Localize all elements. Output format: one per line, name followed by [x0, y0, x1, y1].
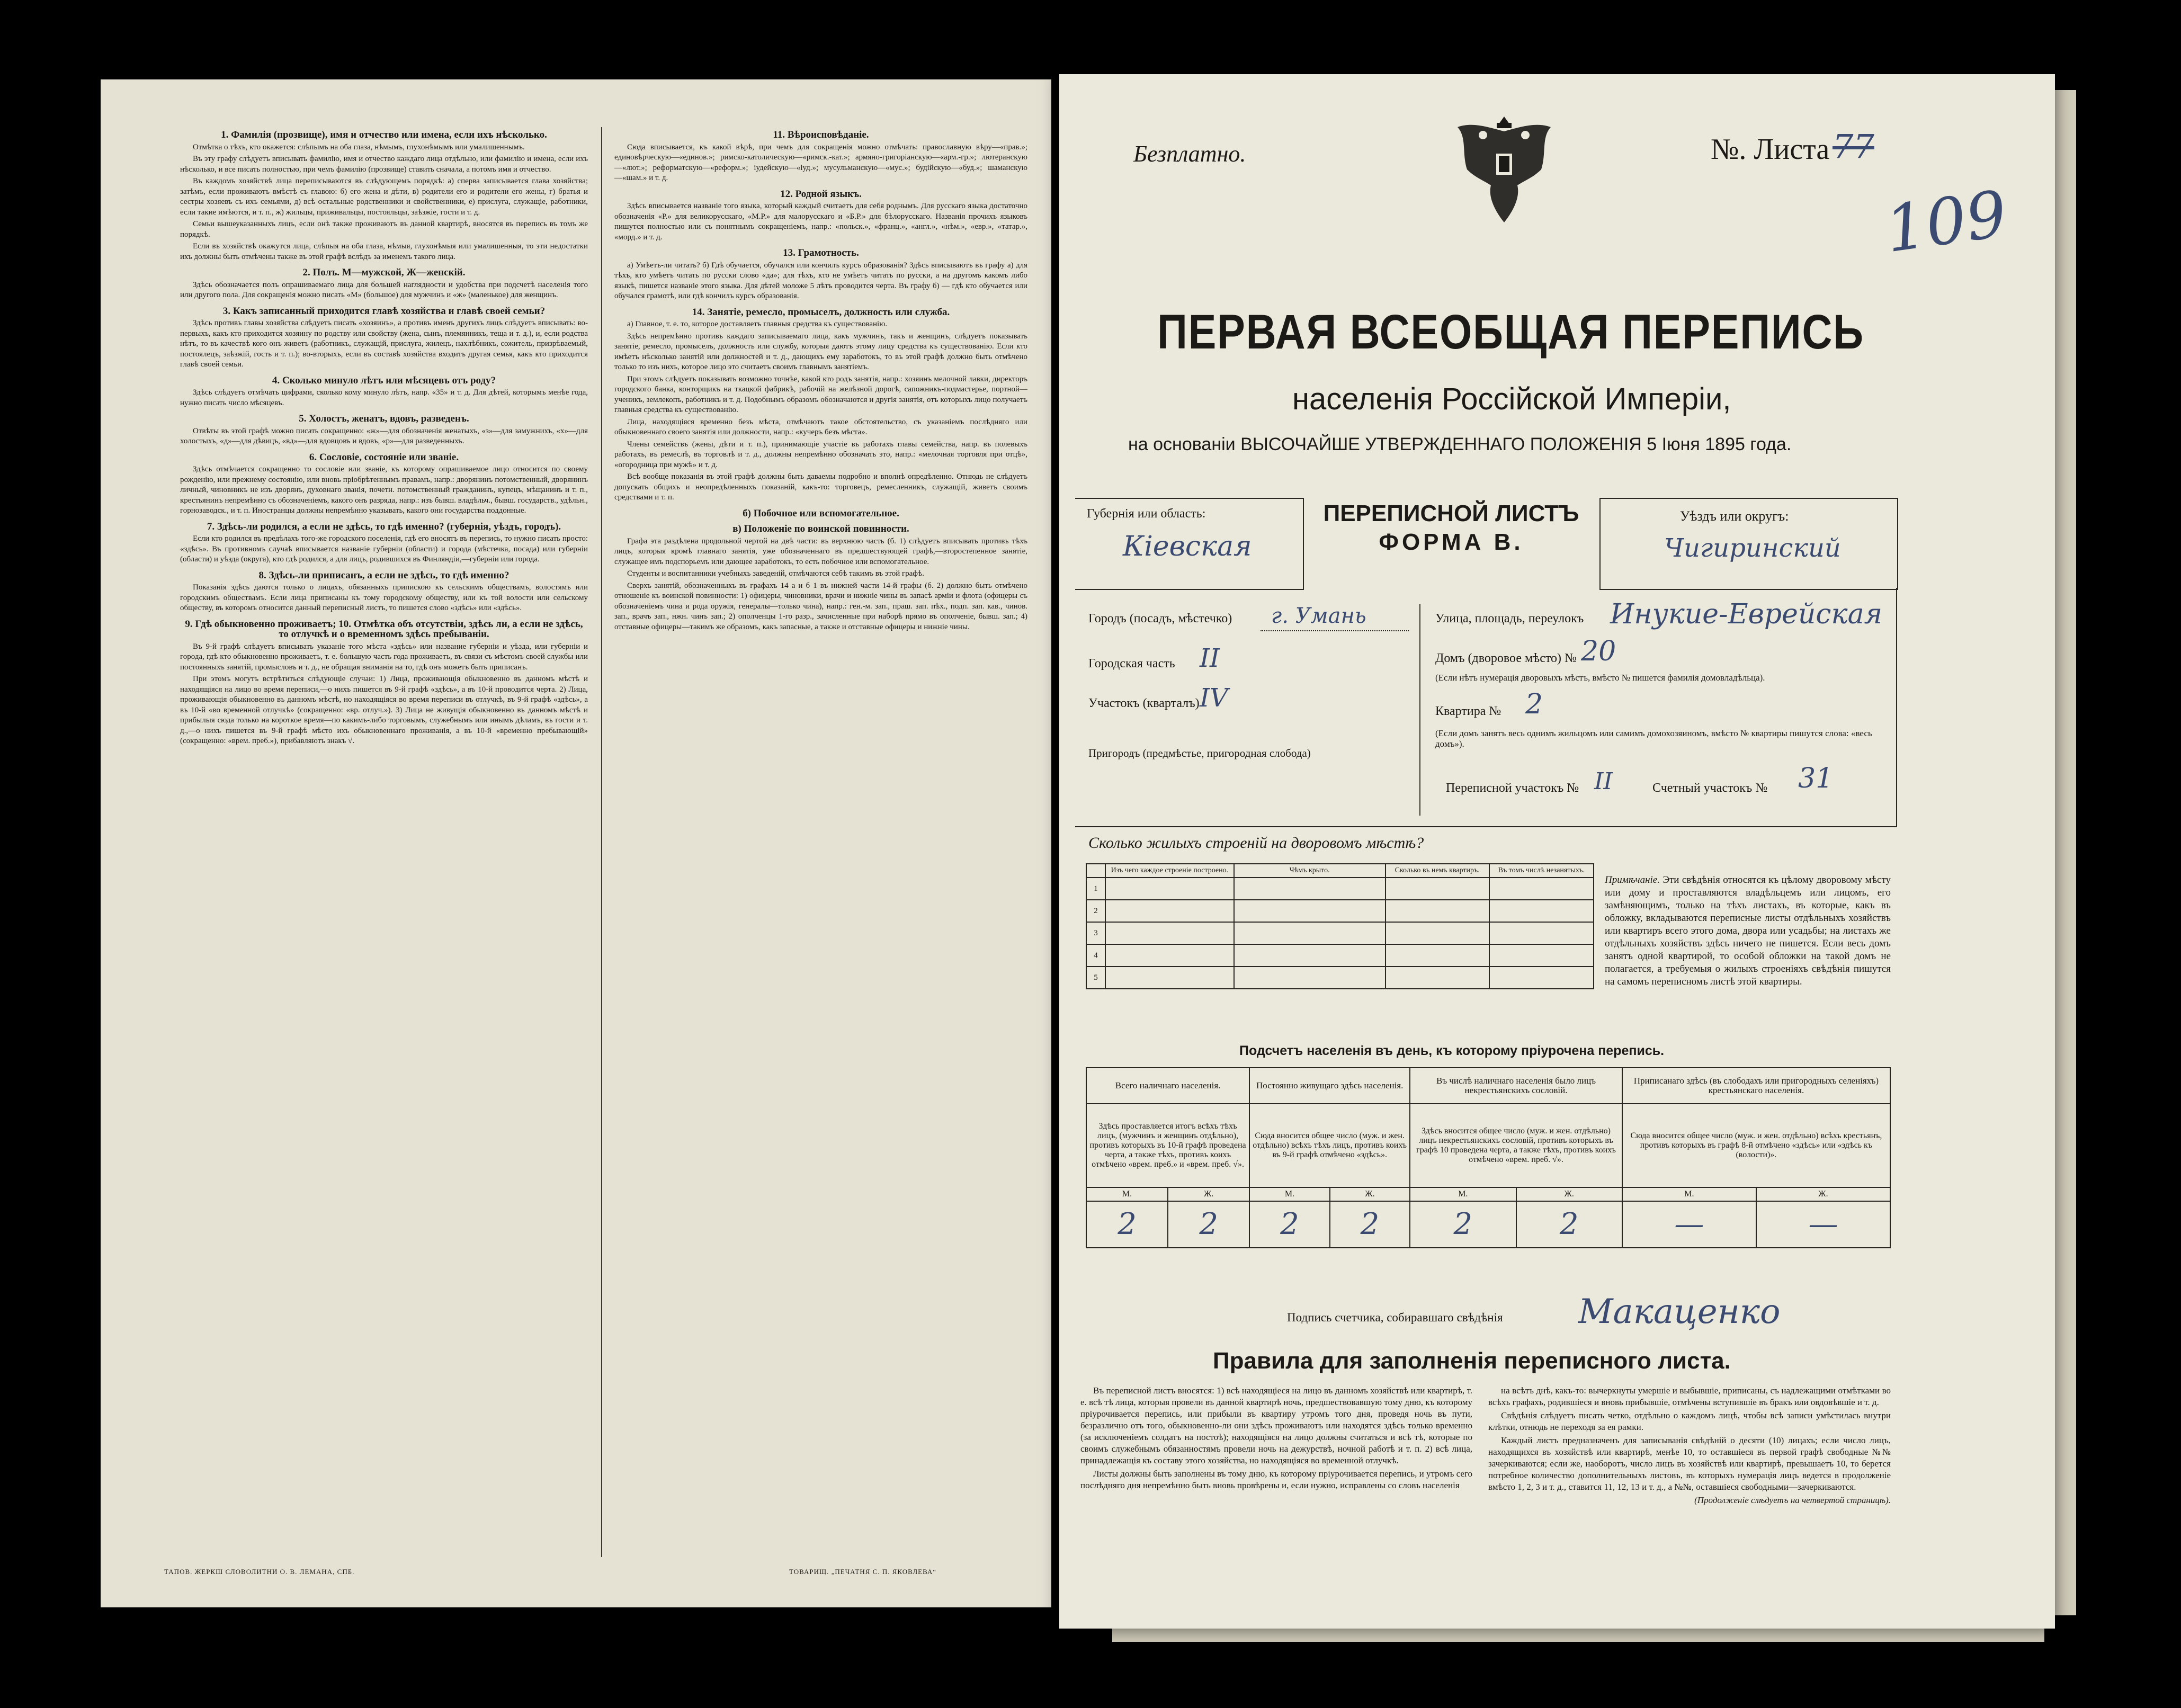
instruction-paragraph: Всѣ вообще показанія въ этой графѣ должны быть даваемы подробно и вполнѣ опредѣленно. Отнюдь не слѣдуетъ допускать общихъ и неопредѣленныхъ показаній, какъ-то: торговецъ, ремесленникъ, служащій, живетъ своимъ средствами и т. п. — [614, 472, 1027, 502]
instruction-paragraph: Члены семействъ (жены, дѣти и т. п.), принимающіе участіе въ работахъ главы семейства, напр. въ полевыхъ работахъ, въ ремеслѣ, въ торговлѣ и т. д., должны непремѣнно обозначать это, напр.: «мелочная торговля при отцѣ», «огородница при мужѣ» и т. д. — [614, 440, 1027, 469]
address-divider — [1419, 604, 1420, 816]
instruction-heading: 5. Холостъ, женатъ, вдовъ, разведенъ. — [299, 413, 469, 424]
count-value-handwritten: 2 — [1516, 1201, 1622, 1248]
instruction-paragraph: Сверхъ занятій, обозначенныхъ въ графахъ 14 а и б 1 въ нижней части 14-й графы (б. 2) должно быть отмѣчено отношеніе къ воинской повинности: 1) офицеры, чиновники, врачи и нижніе чины въ запасѣ арміи и флота (офицеры съ обозначеніемъ чина и рода оружія, генералы—только чина), напр.: ген.-м. зап., праш. зап. пѣх., подп. зап. кав., чинов. зап., врачъ зап., нжн. чинъ зап.; 2) ополченцы 1-го разр., зачисленные при наборѣ прямо въ ополченіе, бывш. зап.; 4) отставные офицеры—такимъ же образомъ, какъ запасные, а также и отставные офицеры и нижніе чины. — [614, 581, 1027, 631]
count-value-handwritten: 2 — [1086, 1201, 1168, 1248]
instruction-paragraph: Если въ хозяйствѣ окажутся лица, слѣпыя на оба глаза, нѣмыя, глухонѣмыя или умалишенныя, то эти недостатки ихъ должны быть отмѣчены также въ этой графѣ вслѣдъ за именемъ такого лица. — [180, 242, 588, 261]
instruction-heading: 9. Гдѣ обыкновенно проживаетъ; 10. Отмѣтка объ отсутствіи, здѣсь ли, а если не здѣсь, то отлучкѣ и о временномъ здѣсь пребываніи. — [185, 618, 583, 640]
city-label: Городъ (посадъ, мѣстечко) — [1088, 612, 1232, 625]
count-description-cell: Здѣсь проставляется итогъ всѣхъ тѣхъ лицъ, (мужчинъ и женщинъ отдѣльно), противъ которыхъ въ 10-й графѣ проведена черта, а также тѣхъ, противъ коихъ отмѣчено «врем. преб.» и «врем. преб. √». — [1086, 1104, 1249, 1187]
female-label: Ж. — [1756, 1187, 1890, 1201]
instruction-paragraph: Здѣсь обозначается полъ опрашиваемаго лица для большей наглядности и удобства при подсчетѣ населенія того или другого пола. Для сокращенія можно писать «М» (большое) для мужчинъ и «ж» (маленькое) для женщинъ. — [180, 280, 588, 299]
rule-paragraph: (Продолженіе слѣдуетъ на четвертой страницѣ). — [1694, 1495, 1891, 1505]
instruction-heading: б) Побочное или вспомогательное. — [743, 507, 899, 519]
buildings-row — [1086, 967, 1594, 989]
house-handwritten: 20 — [1581, 636, 1616, 667]
count-header-cell: Постоянно живущаго здѣсь населенія. — [1249, 1068, 1410, 1104]
count-district-handwritten: 31 — [1798, 763, 1834, 794]
imperial-eagle-emblem-icon — [1451, 106, 1557, 228]
street-label: Улица, площадь, переулокъ — [1435, 612, 1584, 625]
buildings-row-number: 5 — [1086, 967, 1105, 989]
instruction-paragraph: Отвѣты въ этой графѣ можно писать сокращенно: «ж»—для обозначенія женатыхъ, «з»—для замужнихъ, «х»—для холостыхъ, «д»—для дѣвицъ, «вд»—для вдовцовъ и вдовъ, «р»—для разведенныхъ. — [180, 426, 588, 445]
guberniya-box — [1075, 498, 1304, 590]
buildings-empty-cell — [1489, 900, 1594, 922]
form-subtitle: населенія Россійской Имперіи, — [1292, 382, 1731, 416]
rules-column-2 — [1488, 1385, 1891, 1607]
count-value-handwritten: 2 — [1410, 1201, 1516, 1248]
instruction-paragraph: Показанія здѣсь даются только о лицахъ, обязанныхъ припискою къ сельскимъ обществамъ, волостямъ или городскимъ обществамъ. Если лица приписаны къ тому городскому обществу, или къ той волости или сельскому обществу, въ которомъ относится данный переписный листъ, то пишется слово «здѣсь» или «здѣсь». — [180, 583, 588, 612]
rules-column-1 — [1080, 1385, 1472, 1607]
apartment-handwritten: 2 — [1525, 688, 1543, 720]
count-value-handwritten: — — [1756, 1201, 1890, 1248]
instruction-paragraph: Здѣсь слѣдуетъ отмѣчать цифрами, сколько кому минуло лѣтъ, напр. «35» и т. д. Для дѣтей, которымъ менѣе года, нужно писать число мѣсяцевъ. — [180, 388, 588, 407]
buildings-empty-cell — [1386, 922, 1489, 944]
instruction-heading: 1. Фамилія (прозвище), имя и отчество или имена, если ихъ нѣсколько. — [221, 129, 547, 140]
note-title: Примѣчаніе. — [1605, 874, 1660, 886]
sheet-number-handwritten: 77 — [1833, 127, 1874, 166]
rule-paragraph: Свѣдѣнія слѣдуетъ писать четко, отдѣльно о каждомъ лицѣ, чтобы всѣ записи умѣстилась внутри клѣтки, отнюдь не переходя за ея рамки. — [1488, 1410, 1891, 1432]
note-text: Эти свѣдѣнія относятся къ цѣлому дворовому мѣсту или дому и проставляются владѣльцемъ или лицомъ, его замѣняющимъ, только на тѣхъ листахъ, въ которые, какъ въ обложку, вкладываются переписные листы отдѣльныхъ хозяйствъ или квартиръ всего этого дома, двора или усадьбы; на листахъ же отдѣльныхъ хозяйствъ здѣсь ничего не пишется. Если весь домъ занятъ одной квартирой, то особой обложки на такой домъ не полагается, а требуемыя о жилыхъ строеніяхъ свѣдѣнія пишутся на самомъ переписномъ листѣ этой квартиры. — [1605, 874, 1891, 987]
part-label: Городская часть — [1088, 657, 1175, 670]
male-label: М. — [1622, 1187, 1756, 1201]
buildings-empty-cell — [1105, 944, 1234, 967]
column-divider — [601, 127, 602, 1557]
buildings-row-number: 2 — [1086, 900, 1105, 922]
buildings-row — [1086, 944, 1594, 967]
buildings-empty-cell — [1489, 967, 1594, 989]
buildings-empty-cell — [1234, 944, 1386, 967]
sheet-number-label: №. Листа — [1711, 133, 1830, 166]
female-label: Ж. — [1516, 1187, 1622, 1201]
instruction-paragraph: Лица, находящіяся временно безъ мѣста, отмѣчаютъ такое обстоятельство, съ указаніемъ послѣдняго или обыкновеннаго своего занятія или должности, напр.: «кучеръ безъ мѣста». — [614, 417, 1027, 436]
instruction-heading: 4. Сколько минуло лѣтъ или мѣсяцевъ отъ роду? — [272, 374, 496, 386]
instruction-paragraph: Здѣсь непремѣнно противъ каждаго записываемаго лица, какъ мужчинъ, такъ и женщинъ, слѣдуетъ показывать занятіе, ремесло, промыселъ, должность или службу, которыя даютъ этому лицу средства къ существованію. Если кто имѣетъ нѣсколько занятій или должностей и т. д., дающихъ ему заработокъ, то въ этой графѣ должно быть отмѣчено только то изъ нихъ, которое лицо это считаетъ своимъ главнымъ занятіемъ. — [614, 332, 1027, 371]
buildings-title: Сколько жилыхъ строеній на дворовомъ мѣстѣ? — [1088, 834, 1424, 852]
printer-imprint-left: ТАПОВ. ЖЕРКШ СЛОВОЛИТНИ О. В. ЛЕМАНА, СПБ. — [164, 1568, 355, 1576]
buildings-row — [1086, 900, 1594, 922]
instruction-heading: 13. Грамотность. — [783, 247, 859, 258]
rule-paragraph: Листы должны быть заполнены въ тому дню, къ которому пріурочивается перепись, и утромъ сего послѣдняго дня непремѣнно быть вновь провѣрены и, если нужно, исправлены со словъ населенія — [1080, 1469, 1472, 1490]
margin-number-handwritten: 109 — [1881, 177, 2012, 267]
instruction-heading: 12. Родной языкъ. — [780, 188, 862, 200]
buildings-empty-cell — [1489, 922, 1594, 944]
district-label: Участокъ (кварталъ) — [1088, 696, 1200, 710]
buildings-empty-cell — [1234, 878, 1386, 900]
buildings-empty-cell — [1105, 878, 1234, 900]
instruction-paragraph: а) Главное, т. е. то, которое доставляетъ главныя средства къ существованію. — [627, 320, 888, 328]
count-district-label: Счетный участокъ № — [1652, 781, 1768, 795]
count-description-cell: Сюда вносится общее число (муж. и жен. отдѣльно) всѣхъ тѣхъ лицъ, противъ коихъ въ 9-й графѣ отмѣчено «здѣсь». — [1249, 1104, 1410, 1187]
buildings-header-cell: Изъ чего каждое строеніе построено. — [1105, 864, 1234, 878]
instruction-paragraph: а) Умѣетъ-ли читать? б) Гдѣ обучается, обучался или кончилъ курсъ образованія? Здѣсь вписываютъ въ графу а) для тѣхъ, кто умѣетъ читать по русски слово «да»; для тѣхъ, кто не умѣетъ читать по русски, а на другомъ какомъ либо языкѣ, пишется названіе этого языка. Для дѣтей моложе 5 лѣтъ проводится черта. Въ графу б) — гдѣ кто обучается или обучался грамотѣ, или гдѣ кончилъ курсъ образованія. — [614, 261, 1027, 300]
instruction-paragraph: Здѣсь отмѣчается сокращенно то сословіе или званіе, къ которому опрашиваемое лицо относится по своему рожденію, или прежнему состоянію, или вновь пріобрѣтеннымъ правамъ, напр.: дворянинъ потомственный, дворянинъ личный, чиновникъ не изъ дворянъ, духовнаго званія, почетн. потомственный гражданинъ, купецъ, мѣщанинъ и т. п., крестьянинъ непремѣнно съ обозначеніемъ, какого онъ разряда, напр.: изъ бывш. владѣльч., бывш. государств., удѣльн., горнозаводск., и т. п. Иностранцы должны непремѣнно указывать, какого они государства поддонные. — [180, 465, 588, 515]
buildings-empty-cell — [1489, 944, 1594, 967]
instruction-paragraph: Сюда вписывается, къ какой вѣрѣ, при чемъ для сокращенія можно отмѣчать: православную вѣру—«прав.»; единовѣрческую—«единов.»; римско-католическую—«римск.-кат.»; армяно-григоріанскую—«арм.-гр.»; лютеранскую—«лют.»; реформатскую—«реформ.»; іудейскую—«іуд.»; мусульманскую—«мус.»; будійскую—«буд.»; шаманскую—«шам.» и т. д. — [614, 142, 1027, 182]
count-value-handwritten: 2 — [1168, 1201, 1249, 1248]
female-label: Ж. — [1168, 1187, 1249, 1201]
buildings-row — [1086, 922, 1594, 944]
form-type-title — [1313, 500, 1589, 556]
instruction-paragraph: Здѣсь противъ главы хозяйства слѣдуетъ писать «хозяинъ», а противъ именъ другихъ лицъ слѣдуетъ вписывать: во-первыхъ, какъ кто приходится хозяину по родству или свойству (жена, сынъ, племянникъ, теща и т. д.), и, если родства нѣтъ, то въ качествѣ кого онъ живетъ (работникъ, служащій, прислуга, жилецъ, нахлѣбникъ, сожитель, призрѣваемый, постоялецъ, заѣзжій, гость и т. п.); во-вторыхъ, если въ составѣ хозяйства входитъ другая семья, какъ кто приходится главѣ своей семьи. — [180, 319, 588, 369]
instruction-heading: 14. Занятіе, ремесло, промыселъ, должность или служба. — [692, 306, 950, 318]
count-value-handwritten: 2 — [1330, 1201, 1410, 1248]
uezd-label: Уѣздъ или округъ: — [1680, 508, 1789, 524]
house-label: Домъ (дворовое мѣсто) № — [1435, 651, 1577, 665]
city-line — [1261, 630, 1409, 631]
buildings-empty-cell — [1105, 922, 1234, 944]
instruction-paragraph: Отмѣтка о тѣхъ, кто окажется: слѣпымъ на оба глаза, нѣмымъ, глухонѣмымъ или умалишеннымъ. — [193, 142, 525, 151]
buildings-row-number: 1 — [1086, 878, 1105, 900]
instruction-heading: 7. Здѣсь-ли родился, а если не здѣсь, то гдѣ именно? (губернія, уѣздъ, городъ). — [207, 521, 561, 532]
rule-paragraph: Каждый листъ предназначенъ для записыванія свѣдѣній о десяти (10) лицахъ; если число лицъ, находящихся въ хозяйствѣ или квартирѣ, менѣе 10, то оставшіеся въ первой графѣ свободные №№ зачеркиваются; если же, наоборотъ, число лицъ въ хозяйствѣ или квартирѣ, превышаетъ 10, то берется потребное количество дополнительныхъ листовъ, въ которыхъ нумерація лицъ ведется в продолженіе вмѣсто 1, 2, 3 и т. д., ставится 11, 12, 13 и т. д., а №№, оставшіеся свободными—зачеркиваются. — [1488, 1435, 1891, 1492]
rules-title: Правила для заполненія переписного листа. — [1213, 1348, 1731, 1374]
signature-handwritten: Макаценко — [1578, 1292, 1781, 1331]
male-label: М. — [1086, 1187, 1168, 1201]
male-label: М. — [1410, 1187, 1516, 1201]
buildings-header-cell: Чѣмъ крыто. — [1234, 864, 1386, 878]
buildings-empty-cell — [1386, 967, 1489, 989]
buildings-empty-cell — [1386, 878, 1489, 900]
left-column-1 — [180, 124, 588, 1554]
form-type-line-2: ФОРМА В. — [1379, 529, 1524, 555]
instruction-paragraph: Въ эту графу слѣдуетъ вписывать фамилію, имя и отчество каждаго лица отдѣльно, или фамилію и имена, если ихъ нѣсколько, и все писать полностью, при чемъ фамилію (прозвище) ставить сначала, а потомъ имя и отчество. — [180, 155, 588, 174]
district-handwritten: IV — [1200, 683, 1228, 713]
count-header-cell: Всего наличнаго населенія. — [1086, 1068, 1249, 1104]
street-handwritten: Инукие-Еврейская — [1610, 598, 1883, 630]
count-header-cell: Приписанаго здѣсь (въ слободахъ или пригородныхъ селеніяхъ) крестьянскаго населенія. — [1622, 1068, 1890, 1104]
instruction-paragraph: Студенты и воспитанники учебныхъ заведеній, отмѣчаются себѣ такимъ въ этой графѣ. — [627, 569, 924, 578]
instruction-heading: 6. Сословіе, состояніе или званіе. — [309, 451, 459, 463]
instruction-heading: 11. Вѣроисповѣданіе. — [773, 129, 869, 140]
count-value-handwritten: 2 — [1249, 1201, 1329, 1248]
instruction-paragraph: При этомъ могутъ встрѣтиться слѣдующіе случаи: 1) Лица, проживающія обыкновенно въ данномъ мѣстѣ и находящіяся на лицо во время переписи,—о нихъ пишется въ 9-й графѣ «здѣсь», а въ 10-й проводится черта. 2) Лица, проживающія обыкновенно въ данномъ мѣстѣ, но находящіяся во время переписи въ отлучкѣ, въ 9-й графѣ «здѣсь», а въ 10-й «во временной отлучкѣ» (сокращенно: «вр. отлуч.»). 3) Лица не живущія обыкновенно въ данномъ мѣстѣ и прибылыя сюда только на короткое время—по какимъ-либо торговымъ, служебнымъ или инымъ дѣламъ, въ гости и т. д.,—о нихъ пишется въ 9-й графѣ мѣсто ихъ обыкновеннаго проживанія, а въ 10-й «временно пребывающій» (сокращенно: «врем. преб.»), прибавляютъ знакъ √. — [180, 675, 588, 745]
instruction-paragraph: Въ каждомъ хозяйствѣ лица переписываются въ слѣдующемъ порядкѣ: а) сперва записывается глава хозяйства; затѣмъ, если проживаютъ вмѣстѣ съ главою: б) его жена и дѣти, в) родители его и родители его жены, г) братья и сестры хозяевъ съ ихъ семьями, д) всѣ остальные родственники и свойственники, е) прислуга, служащіе, работники, если такие имѣются, и т. п., ж) жильцы, приживальцы, постояльцы, заѣзжіе, гости и т. д. — [180, 177, 588, 217]
buildings-empty-cell — [1386, 900, 1489, 922]
city-handwritten: г. Умань — [1271, 604, 1366, 628]
right-page — [1059, 74, 2055, 1629]
instruction-paragraph: При этомъ слѣдуетъ показывать возможно точнѣе, какой кто родъ занятія, напр.: хозяинъ мелочной лавки, директоръ городского банка, конторщикъ на ткацкой фабрикѣ, рабочій на желѣзной дорогѣ, сапожникъ-подмастерье, портной—ученикъ, землекопъ, работникъ и т. д. Подобнымъ образомъ обозначаются и другія занятія, отъ которыхъ лицо получаетъ главныя средства къ существованію. — [614, 374, 1027, 414]
instruction-paragraph: Въ 9-й графѣ слѣдуетъ вписывать указаніе того мѣста «здѣсь» или название губерніи и уѣзда, или губерніи и города, гдѣ кто обыкновенно проживаетъ, т. е. большую часть года проживаетъ, въ связи съ мѣстомъ своей службы или постоянныхъ занятій, промысловъ и т. д., не обращая вниманія на то, гдѣ онъ можетъ быть приписанъ. — [180, 642, 588, 672]
count-value-handwritten: — — [1622, 1201, 1756, 1248]
apartment-note: (Если домъ занятъ весь однимъ жильцомъ или самимъ домохозяиномъ, вмѣсто № квартиры пишутся слова: «весь домъ»). — [1435, 728, 1872, 749]
uezd-handwritten: Чигиринский — [1664, 533, 1841, 563]
instruction-heading: 3. Какъ записанный приходится главѣ хозяйства и главѣ своей семьи? — [222, 305, 546, 317]
count-description-cell: Сюда вносится общее число (муж. и жен. отдѣльно) всѣхъ крестьянъ, противъ которыхъ въ графѣ 8-й отмѣчено «здѣсь» или «здѣсь къ (волости)». — [1622, 1104, 1890, 1187]
instruction-paragraph: Здѣсь вписывается названіе того языка, который каждый считаетъ для себя роднымъ. Для русскаго языка достаточно обозначенія «Р.» для великорусскаго, «М.Р.» для малорусскаго и «Б.Р.» для бѣлорусскаго. Названія прочихъ языковъ пишутся полностью или съ понятнымъ сокращеніемъ, напр.: «польск.», «франц.», «англ.», «нѣм.», «евр.», «татар.», «морд.» и т. д. — [614, 202, 1027, 242]
instruction-heading: 8. Здѣсь-ли приписанъ, а если не здѣсь, то гдѣ именно? — [258, 569, 510, 581]
form-type-line-1: ПЕРЕПИСНОЙ ЛИСТЪ — [1323, 500, 1579, 526]
left-column-2 — [614, 124, 1027, 1554]
printer-imprint-right: ТОВАРИЩ. „ПЕЧАТНЯ С. П. ЯКОВЛЕВА“ — [789, 1568, 937, 1576]
buildings-empty-cell — [1234, 900, 1386, 922]
buildings-row-number: 4 — [1086, 944, 1105, 967]
count-header-cell: Въ числѣ наличнаго населенія было лицъ некрестьянскихъ сословій. — [1410, 1068, 1622, 1104]
male-label: М. — [1249, 1187, 1329, 1201]
instruction-heading: в) Положеніе по воинской повинности. — [732, 523, 909, 534]
free-label: Безплатно. — [1133, 141, 1246, 167]
buildings-note — [1605, 874, 1891, 988]
count-title: Подсчетъ населенія въ день, къ которому пріурочена перепись. — [1239, 1043, 1665, 1058]
legal-basis: на основаніи ВЫСОЧАЙШЕ УТВЕРЖДЕННАГО ПОЛОЖЕНІЯ 5 Іюня 1895 года. — [1128, 434, 1792, 454]
guberniya-handwritten: Кіевская — [1123, 531, 1252, 562]
suburb-label: Пригородъ (предмѣстье, пригородная слобода) — [1088, 747, 1311, 759]
instruction-paragraph: Графа эта раздѣлена продольной чертой на двѣ части: въ верхнюю часть (б. 1) слѣдуетъ вписывать противъ тѣхъ лицъ, которыя кромѣ главнаго занятія, уже обозначеннаго въ предшествующей графѣ,—второстепенное занятіе, служащее имъ подспорьемъ или дающее заработокъ, то есть побочное или вспомогательное. — [614, 536, 1027, 566]
form-title: ПЕРВАЯ ВСЕОБЩАЯ ПЕРЕПИСЬ — [1157, 305, 1864, 359]
buildings-empty-cell — [1105, 967, 1234, 989]
signature-label: Подпись счетчика, собиравшаго свѣдѣнія — [1287, 1311, 1503, 1324]
buildings-empty-cell — [1386, 944, 1489, 967]
population-count-table — [1086, 1067, 1891, 1248]
census-district-label: Переписной участокъ № — [1446, 781, 1579, 795]
buildings-empty-cell — [1105, 900, 1234, 922]
guberniya-label: Губернія или область: — [1087, 507, 1206, 521]
instruction-heading: 2. Полъ. М—мужской, Ж—женскій. — [302, 267, 466, 278]
buildings-empty-cell — [1234, 967, 1386, 989]
house-note: (Если нѣтъ нумерація дворовыхъ мѣстъ, вмѣсто № пишется фамилія домовладѣльца). — [1435, 673, 1765, 683]
uezd-box — [1599, 498, 1898, 590]
buildings-header-number — [1086, 864, 1105, 878]
apartment-label: Квартира № — [1435, 704, 1501, 718]
buildings-header-cell: Сколько въ немъ квартиръ. — [1386, 864, 1489, 878]
rule-paragraph: Въ переписной листъ вносятся: 1) всѣ находящіеся на лицо въ данномъ хозяйствѣ или квартирѣ, т. е. всѣ тѣ лица, которыя провели въ данной квартирѣ ночь, предшествовавшую тому дню, къ которому пріурочивается перепись, или прибыли въ квартиру утромъ того дня, проведя ночь въ пути, безразлично отъ того, обыкновенно-ли они здѣсь проживаютъ или находятся здѣсь только временно (за исключеніемъ солдатъ на постоѣ); находящіяся на лицо должны считаться и всѣ тѣ, которые по своимъ служебнымъ обязанностямъ провели ночь на дежурствѣ, ночной работѣ и т. п. 2) всѣ лица, принадлежащія къ составу этого хозяйства, но находящіяся во временной отлучкѣ. — [1080, 1385, 1472, 1465]
female-label: Ж. — [1330, 1187, 1410, 1201]
buildings-row — [1086, 878, 1594, 900]
rule-paragraph: на всѣтъ днѣ, какъ-то: вычеркнуты умершіе и выбывшіе, приписаны, съ надлежащими отмѣтками во всѣхъ графахъ, родившіеся и вновь прибывшіе, отмѣчены вступившіе въ бракъ или овдовѣвшіе и т. д. — [1488, 1385, 1891, 1407]
buildings-empty-cell — [1489, 878, 1594, 900]
buildings-header-cell: Въ томъ числѣ незанятыхъ. — [1489, 864, 1594, 878]
buildings-table — [1086, 863, 1594, 989]
count-description-cell: Здѣсь вносится общее число (муж. и жен. отдѣльно) лицъ некрестьянскихъ сословій, противъ которыхъ въ графѣ 10 проведена черта, а также тѣхъ, противъ коихъ отмѣчено «врем. преб. √». — [1410, 1104, 1622, 1187]
instruction-paragraph: Семьи вышеуказанныхъ лицъ, если онѣ также проживаютъ въ данной квартирѣ, вносятся въ перепись въ томъ же порядкѣ. — [180, 220, 588, 239]
census-district-handwritten: II — [1594, 768, 1613, 795]
part-handwritten: II — [1200, 643, 1220, 673]
buildings-row-number: 3 — [1086, 922, 1105, 944]
left-page — [101, 79, 1051, 1607]
instruction-paragraph: Если кто родился въ предѣлахъ того-же городского поселенія, гдѣ его вносятъ въ перепись, то нужно писать просто: «здѣсь». Въ противномъ случаѣ вписывается названіе губерніи (области) и города (мѣстечка, посада) или губерніи (области) и уѣзда (округа), кто гдѣ родился, а для лицъ, родившихся въ Финляндіи,—губерніи или города. — [180, 534, 588, 564]
buildings-empty-cell — [1234, 922, 1386, 944]
